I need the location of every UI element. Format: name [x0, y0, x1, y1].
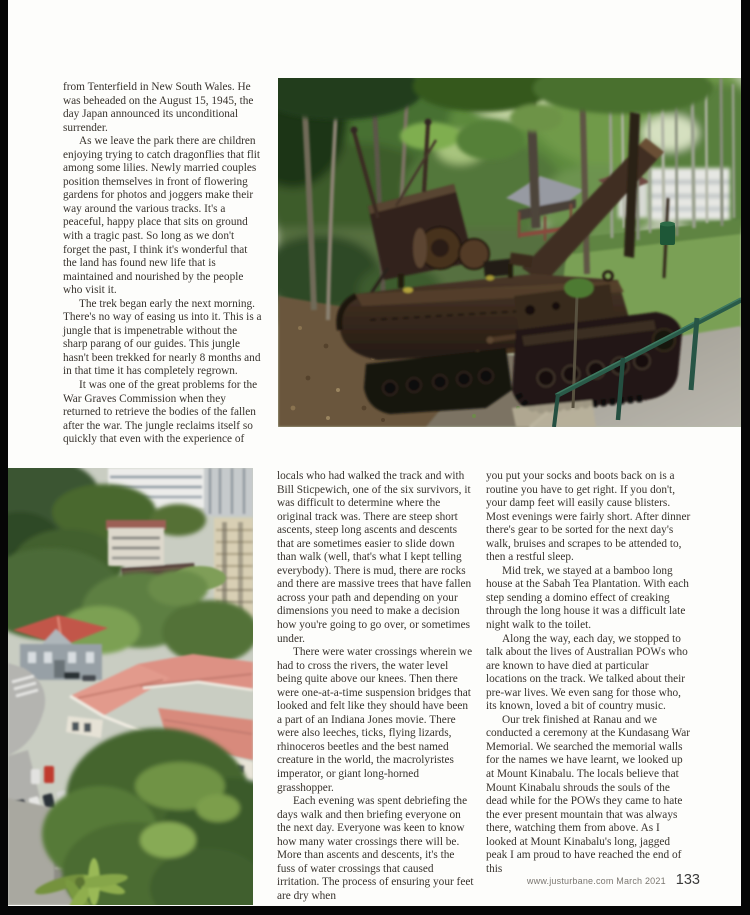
body-paragraph: you put your socks and boots back on is a routine you have to get right. If you don't, your damp feet will easily cause blisters. Most evenings were fairly short. After dinner there's gear to be sorted for the next day's walk, bruises and scrapes to be attended to, then a restful sleep. — [486, 470, 691, 564]
text-column-left — [63, 81, 262, 447]
body-paragraph: The trek began early the next morning. There's no way of easing us into it. This is a jungle that is impenetrable without the sharp parang of our guides. This jungle hasn't been trekked for nearly 8 months and in that time it has completely regrown. — [63, 297, 262, 378]
body-paragraph: Our trek finished at Ranau and we conducted a ceremony at the Kundasang War Memorial. We searched the memorial walls for the names we have learnt, we looked up at Mount Kinabalu. The locals believe that Mount Kinabalu shrouds the souls of the dead while for the POWs they came to hate the ever present mountain that was always there, watching them from above. As I looked at Mount Kinabalu's long, jagged peak I am proud to have reached the end of this — [486, 713, 691, 875]
magazine-page — [8, 0, 741, 906]
page-number: 133 — [675, 872, 700, 888]
body-paragraph: from Tenterfield in New South Wales. He was beheaded on the August 15, 1945, the day Japan announced its unconditional surrender. — [63, 81, 254, 134]
body-paragraph: There were water crossings wherein we had to cross the rivers, the water level being quite above our knees. Then there were one-at-a-time suspension bridges that looked and felt like they should have been a part of an Indiana Jones movie. There were also leeches, ticks, flying lizards, rhinoceros beetles and the best named creature in the world, the macrolyristes imperator, or giant long-horned grasshopper. — [277, 646, 473, 794]
body-paragraph: Mid trek, we stayed at a bamboo long house at the Sabah Tea Plantation. With each step sending a domino effect of creaking through the long house it was a difficult late night walk to the toilet. — [486, 564, 689, 632]
body-paragraph: Along the way, each day, we stopped to talk about the lives of Australian POWs who are known to have died at particular locations on the track. We talked about their pre-war lives. We even sang for those who, its known, loved a bit of country music. — [486, 632, 688, 713]
page-footer — [388, 872, 700, 888]
body-paragraph: locals who had walked the track and with Bill Sticpewich, one of the six survivors, it was difficult to determine where the original track was. There are steep short ascents, steep long ascents and descents that are sometimes easier to slide down than walk (well, that's what I kept telling everybody). There is mud, there are rocks and there are massive trees that have fallen across your path and depending on your dimensions you need to make a decision how you're going to go over, or sometimes under. — [277, 470, 472, 645]
war-relic-park-photo — [278, 78, 741, 427]
text-column-right — [486, 470, 691, 876]
body-paragraph: Each evening was spent debriefing the days walk and then briefing everyone on the next day. Everyone was keen to know how many water crossings there will be. More than ascents and descents, it's the fuss of water crossings that caused irritation. The process of ensuring your feet are dry when — [277, 795, 474, 902]
body-paragraph: It was one of the great problems for the War Graves Commission when they returned to retrieve the bodies of the fallen after the war. The jungle reclaims itself so quickly that even with the experience of — [63, 379, 258, 446]
war-relic-photo-illustration — [278, 78, 741, 427]
aerial-photo-illustration — [8, 468, 253, 905]
aerial-town-photo — [8, 468, 253, 905]
text-column-middle — [277, 470, 475, 904]
body-paragraph: As we leave the park there are children enjoying trying to catch dragonflies that flit among some lilies. Newly married couples position themselves in front of flowering gardens for photos and joggers make their way around the various tracks. It's a peaceful, happy place that sits on ground with a tragic past. So long as we don't forget the past, I think it's wonderful that the land has found new life that is maintained and nourished by the people who visit it. — [63, 135, 261, 297]
footer-credit: www.justurbane.com March 2021 — [526, 876, 666, 886]
